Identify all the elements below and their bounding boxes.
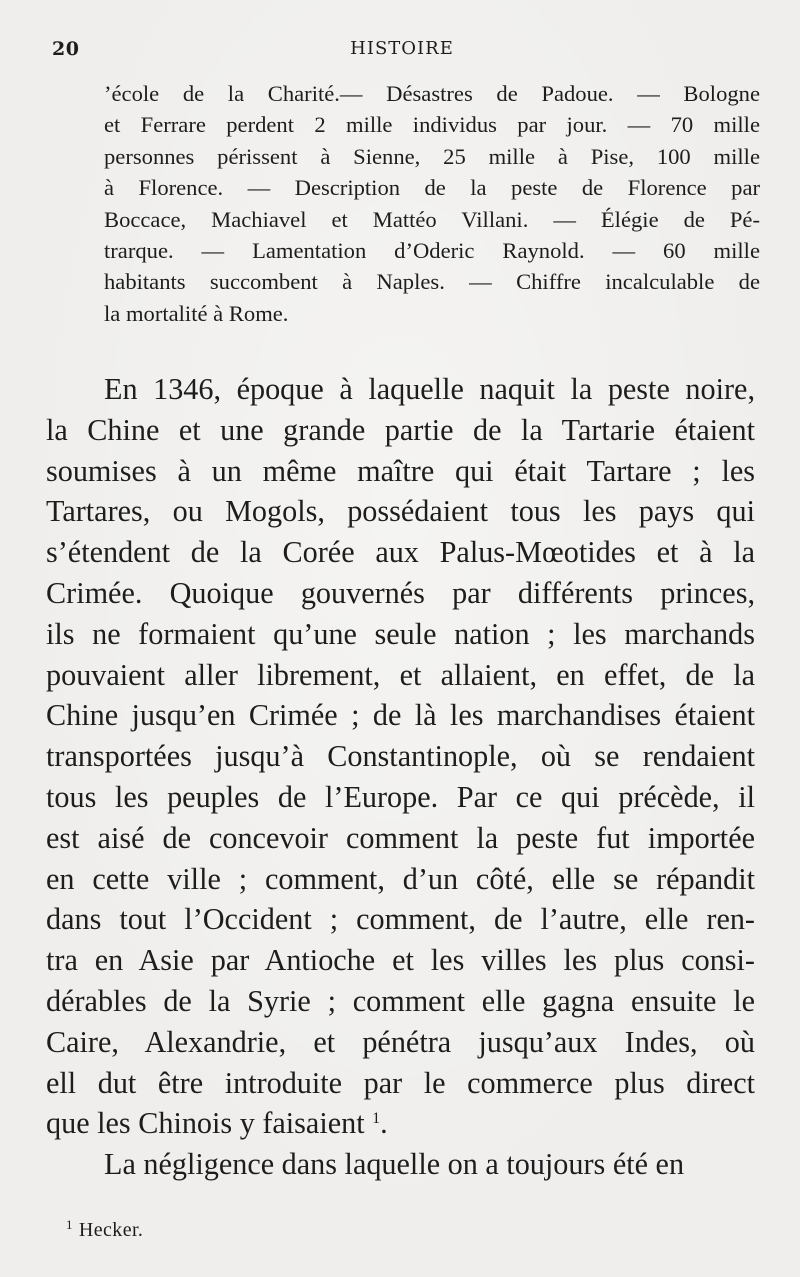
body-line: est aisé de concevoir comment la peste fut importée bbox=[46, 820, 755, 855]
body-line: Caire, Alexandrie, et pénétra jusqu’aux Indes, où bbox=[46, 1024, 755, 1059]
body-line: tra en Asie par Antioche et les villes les plus consi- bbox=[46, 943, 755, 978]
summary-line: trarque. — Lamentation d’Oderic Raynold. — 60 mille bbox=[104, 238, 760, 264]
body-line: la Chine et une grande partie de la Tartarie étaient bbox=[46, 412, 755, 447]
footnote-text: Hecker. bbox=[78, 1219, 144, 1241]
body-line: soumises à un même maître qui était Tartare ; les bbox=[46, 453, 755, 488]
summary-line: à Florence. — Description de la peste de Florence par bbox=[104, 175, 760, 201]
body-line: s’étendent de la Corée aux Palus-Mœotides et à la bbox=[46, 535, 755, 570]
body-line bbox=[46, 1103, 755, 1144]
body-line: ils ne formaient qu’une seule nation ; les marchands bbox=[46, 616, 755, 651]
summary-line: ’école de la Charité.— Désastres de Padoue. — Bologne bbox=[104, 81, 760, 106]
body-line: Tartares, ou Mogols, possédaient tous les pays qui bbox=[46, 494, 755, 529]
body-line: dans tout l’Occident ; comment, de l’autre, elle ren- bbox=[46, 902, 755, 937]
chapter-summary bbox=[104, 78, 760, 329]
body-line: tous les peuples de l’Europe. Par ce qui précède, il bbox=[46, 779, 755, 814]
page-number: 20 bbox=[52, 38, 80, 60]
body-line: pouvaient aller librement, et allaient, en effet, de la bbox=[46, 657, 755, 692]
sentence-end: . bbox=[380, 1106, 388, 1141]
body-line: ell dut être introduite par le commerce plus direct bbox=[46, 1065, 755, 1100]
summary-line: Boccace, Machiavel et Mattéo Villani. — Élégie de Pé- bbox=[104, 206, 760, 232]
summary-line: habitants succombent à Naples. — Chiffre incalculable de bbox=[104, 269, 760, 295]
footnote bbox=[66, 1219, 143, 1242]
body-text bbox=[46, 369, 755, 1185]
body-line: En 1346, époque à laquelle naquit la peste noire, bbox=[104, 372, 755, 406]
summary-line: personnes périssent à Sienne, 25 mille à Pise, 100 mille bbox=[104, 143, 760, 169]
body-line: dérables de la Syrie ; comment elle gagna ensuite le bbox=[46, 983, 755, 1018]
body-line: La négligence dans laquelle on a toujours été en bbox=[104, 1147, 685, 1182]
summary-line: la mortalité à Rome. bbox=[104, 300, 289, 326]
body-line: transportées jusqu’à Constantinople, où se rendaient bbox=[46, 739, 755, 774]
running-head bbox=[52, 38, 752, 68]
footnote-marker: 1 bbox=[66, 1217, 73, 1232]
body-line-text: que les Chinois y faisaient bbox=[46, 1106, 365, 1141]
body-line: en cette ville ; comment, d’un côté, elle se répandit bbox=[46, 861, 755, 896]
summary-line: et Ferrare perdent 2 mille individus par jour. — 70 mille bbox=[104, 112, 760, 138]
running-title: HISTOIRE bbox=[350, 38, 454, 59]
body-line: Crimée. Quoique gouvernés par différents princes, bbox=[46, 575, 755, 610]
footnote-reference[interactable]: 1 bbox=[372, 1110, 381, 1128]
body-line: Chine jusqu’en Crimée ; de là les marchandises étaient bbox=[46, 698, 755, 733]
